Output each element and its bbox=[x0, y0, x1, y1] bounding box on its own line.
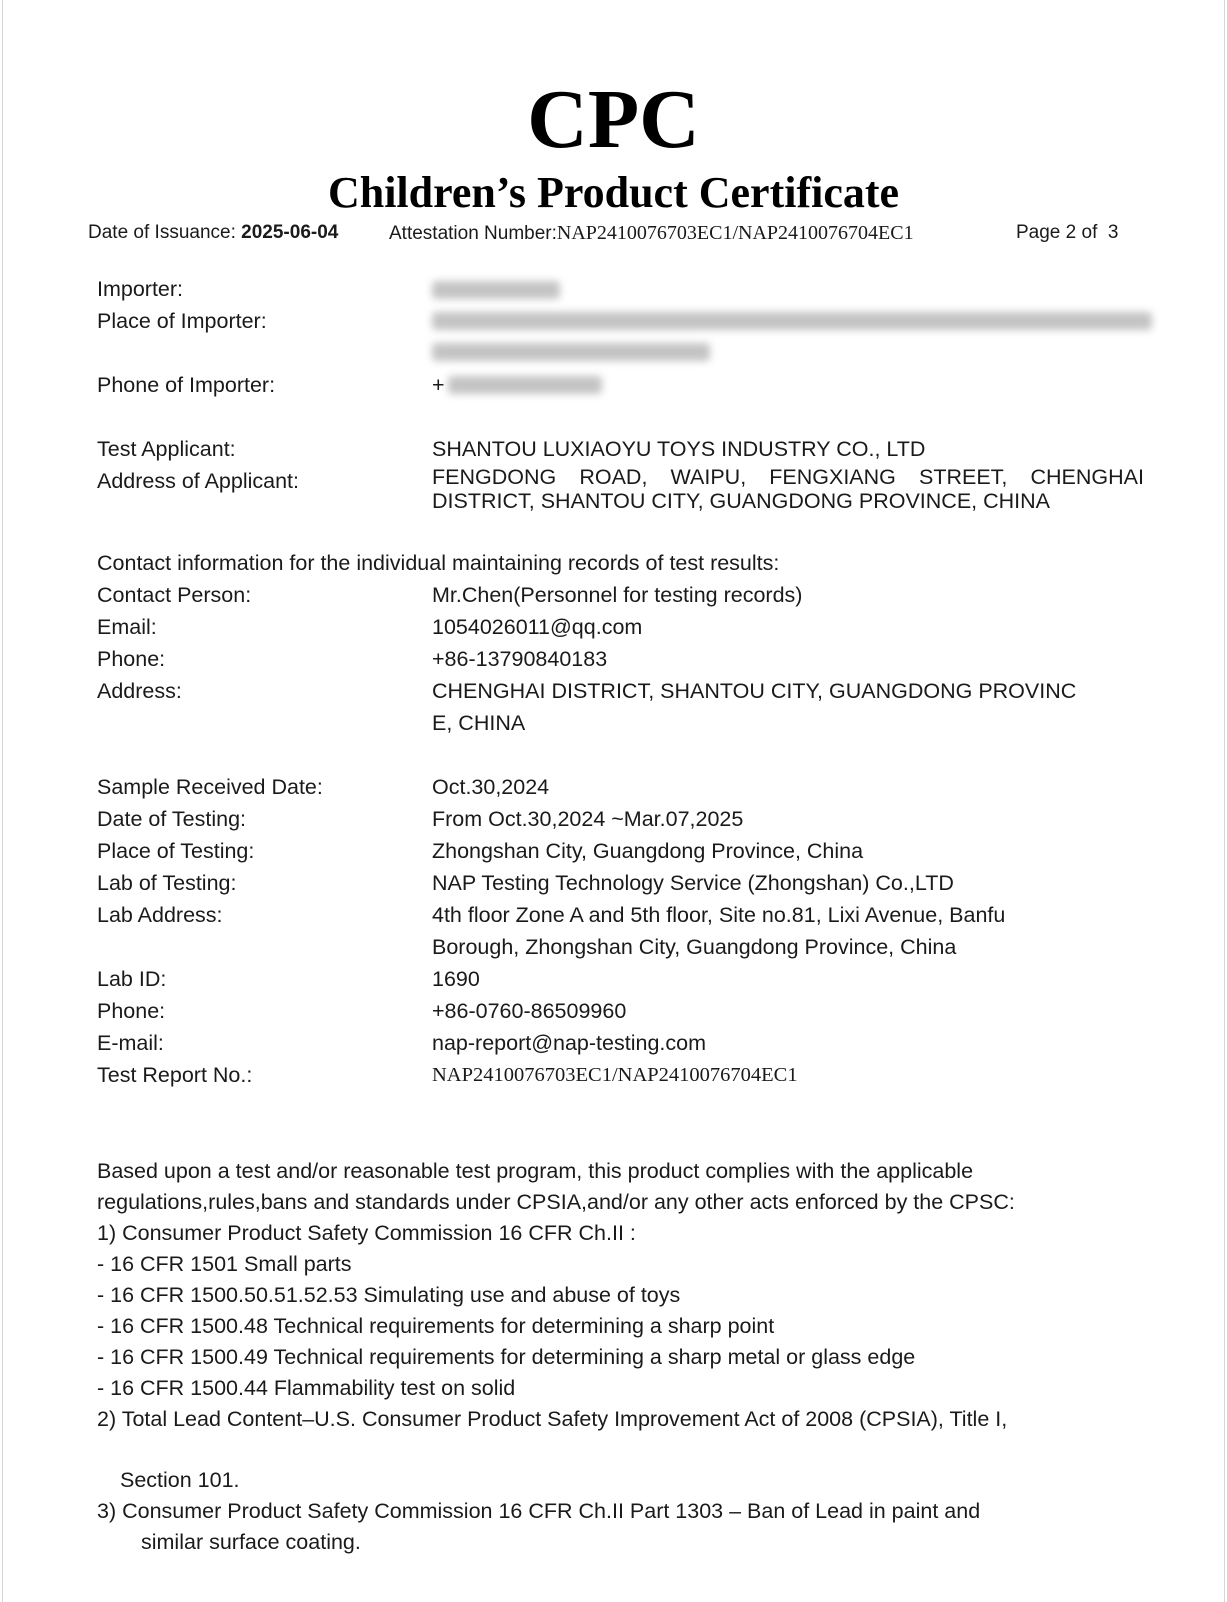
compliance-sub-1: - 16 CFR 1501 Small parts bbox=[97, 1252, 352, 1276]
email-value: 1054026011@qq.com bbox=[432, 615, 643, 639]
redacted-importer-address-line2 bbox=[432, 343, 710, 361]
lab-address-label: Lab Address: bbox=[97, 903, 223, 927]
compliance-sub-3: - 16 CFR 1500.48 Technical requirements for determining a sharp point bbox=[97, 1314, 775, 1338]
page-number: Page 2 of 3 bbox=[1016, 222, 1119, 243]
lab-email-label: E-mail: bbox=[97, 1031, 164, 1055]
redacted-importer-address-line1 bbox=[432, 312, 1152, 330]
compliance-item-1: 1) Consumer Product Safety Commission 16 CFR Ch.II : bbox=[97, 1221, 636, 1245]
lab-of-testing-label: Lab of Testing: bbox=[97, 871, 237, 895]
test-report-value: NAP2410076703EC1/NAP2410076704EC1 bbox=[432, 1064, 798, 1086]
compliance-item-3-line1: 3) Consumer Product Safety Commission 16 CFR Ch.II Part 1303 – Ban of Lead in paint and bbox=[97, 1499, 981, 1523]
lab-id-label: Lab ID: bbox=[97, 967, 167, 991]
document-title: CPC bbox=[527, 73, 700, 166]
test-report-label: Test Report No.: bbox=[97, 1063, 253, 1087]
lab-email-value: nap-report@nap-testing.com bbox=[432, 1031, 706, 1055]
issuance-label: Date of Issuance: bbox=[88, 222, 242, 243]
attestation-number bbox=[389, 220, 914, 247]
test-applicant-value: SHANTOU LUXIAOYU TOYS INDUSTRY CO., LTD bbox=[432, 437, 926, 461]
sample-received-value: Oct.30,2024 bbox=[432, 775, 550, 799]
phone-value: +86-13790840183 bbox=[432, 647, 608, 671]
compliance-intro-line2: regulations,rules,bans and standards under CPSIA,and/or any other acts enforced by the CPSC: bbox=[97, 1190, 1015, 1214]
date-of-testing-value: From Oct.30,2024 ~Mar.07,2025 bbox=[432, 807, 744, 831]
address-of-applicant-value: FENGDONG ROAD, WAIPU, FENGXIANG STREET, CHENGHAI DISTRICT, SHANTOU CITY, GUANGDONG PROVINCE, CHINA bbox=[432, 465, 1144, 513]
compliance-item-2-line1: 2) Total Lead Content–U.S. Consumer Product Safety Improvement Act of 2008 (CPSIA), Title I, bbox=[97, 1407, 1008, 1431]
address-of-applicant-label: Address of Applicant: bbox=[97, 469, 299, 493]
compliance-sub-2: - 16 CFR 1500.50.51.52.53 Simulating use and abuse of toys bbox=[97, 1283, 681, 1307]
compliance-sub-5: - 16 CFR 1500.44 Flammability test on solid bbox=[97, 1376, 516, 1400]
phone-of-importer-label: Phone of Importer: bbox=[97, 373, 276, 397]
attestation-label: Attestation Number: bbox=[389, 223, 557, 244]
contact-person-value: Mr.Chen(Personnel for testing records) bbox=[432, 583, 803, 607]
place-of-testing-label: Place of Testing: bbox=[97, 839, 255, 863]
redacted-importer bbox=[432, 281, 560, 299]
lab-id-value: 1690 bbox=[432, 967, 480, 991]
compliance-intro-line1: Based upon a test and/or reasonable test program, this product complies with the applicable bbox=[97, 1159, 974, 1183]
lab-address-line1: 4th floor Zone A and 5th floor, Site no.81, Lixi Avenue, Banfu bbox=[432, 903, 1006, 927]
lab-address-line2: Borough, Zhongshan City, Guangdong Province, China bbox=[432, 935, 957, 959]
sample-received-label: Sample Received Date: bbox=[97, 775, 323, 799]
importer-phone-prefix: + bbox=[432, 373, 445, 397]
address-value-line1: CHENGHAI DISTRICT, SHANTOU CITY, GUANGDONG PROVINC bbox=[432, 679, 1077, 703]
lab-phone-label: Phone: bbox=[97, 999, 166, 1023]
document-subtitle: Children’s Product Certificate bbox=[327, 168, 900, 217]
phone-label: Phone: bbox=[97, 647, 166, 671]
lab-phone-value: +86-0760-86509960 bbox=[432, 999, 627, 1023]
importer-label: Importer: bbox=[97, 277, 184, 301]
place-of-testing-value: Zhongshan City, Guangdong Province, China bbox=[432, 839, 864, 863]
address-label: Address: bbox=[97, 679, 182, 703]
lab-of-testing-value: NAP Testing Technology Service (Zhongshan) Co.,LTD bbox=[432, 871, 954, 895]
date-of-testing-label: Date of Testing: bbox=[97, 807, 246, 831]
contact-person-label: Contact Person: bbox=[97, 583, 252, 607]
redacted-importer-phone bbox=[448, 376, 602, 394]
compliance-sub-4: - 16 CFR 1500.49 Technical requirements for determining a sharp metal or glass edge bbox=[97, 1345, 916, 1369]
email-label: Email: bbox=[97, 615, 157, 639]
compliance-item-3-line2: similar surface coating. bbox=[141, 1530, 361, 1554]
attestation-value: NAP2410076703EC1/NAP2410076704EC1 bbox=[556, 222, 914, 244]
compliance-item-2-line2: Section 101. bbox=[120, 1468, 240, 1492]
issuance-date bbox=[88, 220, 338, 246]
test-applicant-label: Test Applicant: bbox=[97, 437, 236, 461]
place-of-importer-label: Place of Importer: bbox=[97, 309, 267, 333]
contact-heading: Contact information for the individual maintaining records of test results: bbox=[97, 551, 780, 575]
issuance-value: 2025-06-04 bbox=[241, 222, 339, 243]
address-value-line2: E, CHINA bbox=[432, 711, 526, 735]
